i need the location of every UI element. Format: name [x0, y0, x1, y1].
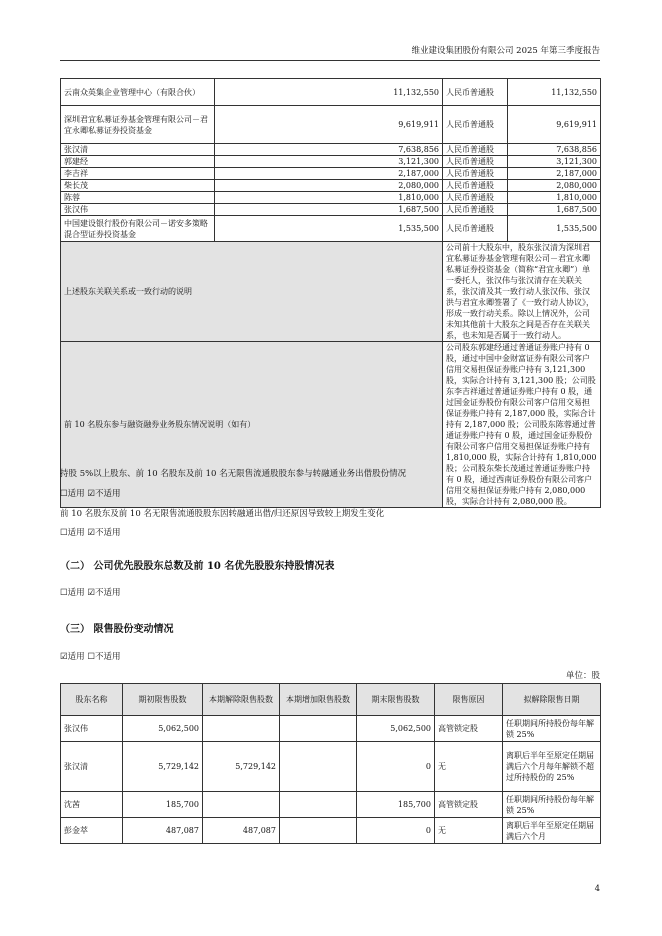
shareholder-name: 郭建经: [61, 156, 215, 168]
shareholder-name: 张汉伟: [61, 204, 215, 216]
end-restricted: 5,062,500: [357, 716, 435, 742]
table-row: [61, 106, 601, 144]
table-row: [61, 216, 601, 242]
share-type: 人民币普通股: [443, 144, 508, 156]
shareholder-name: 深圳君宜私募证券基金管理有限公司－君宜永卿私募证券投资基金: [61, 106, 215, 144]
table-row: [61, 180, 601, 192]
added: [280, 742, 357, 792]
restriction-reason: 高管锁定股: [435, 792, 503, 818]
table-row: [61, 156, 601, 168]
relation-text: 公司前十大股东中，股东张汉清为深圳君宜私募证券基金管理有限公司－君宜永卿私募证券投资基金（简称“君宜永卿”）单一委托人，张汉伟与张汉清存在关联关系，张汉清及其一致行动人张汉伟、张汉洪与君宜永卿签署了《一致行动人协议》，形成一致行动关系。除以上情况外，公司未知其他前十大股东之间是否存在关联关系，也未知是否属于一致行动人。: [443, 242, 601, 342]
share-count: 9,619,911: [508, 106, 601, 144]
shareholder-name: 云南众英集企业管理中心（有限合伙）: [61, 79, 215, 106]
share-count: 1,535,500: [508, 216, 601, 242]
end-restricted: 0: [357, 818, 435, 844]
shares-held: 1,535,500: [215, 216, 443, 242]
end-restricted: 185,700: [357, 792, 435, 818]
column-header: 股东名称: [61, 684, 123, 716]
share-count: 3,121,300: [508, 156, 601, 168]
table-row: [61, 204, 601, 216]
column-header: 限售原因: [435, 684, 503, 716]
begin-restricted: 185,700: [123, 792, 203, 818]
column-header: 本期增加限售股数: [280, 684, 357, 716]
shares-held: 3,121,300: [215, 156, 443, 168]
column-header: 期初限售股数: [123, 684, 203, 716]
added: [280, 792, 357, 818]
added: [280, 818, 357, 844]
release-date: 任职期间所持股份每年解锁 25%: [503, 792, 601, 818]
share-type: 人民币普通股: [443, 106, 508, 144]
table-row: [61, 168, 601, 180]
section3-applicability: ☑适用 ☐不适用: [60, 652, 121, 662]
holder-name: 沈茜: [61, 792, 123, 818]
table-row: [61, 192, 601, 204]
table-row: [61, 742, 601, 792]
added: [280, 716, 357, 742]
released: 5,729,142: [203, 742, 280, 792]
lending-note-applicability: ☐适用 ☑不适用: [60, 489, 121, 499]
end-restricted: 0: [357, 742, 435, 792]
unit-label: 单位：股: [565, 671, 600, 681]
section2-applicability: ☐适用 ☑不适用: [60, 588, 121, 598]
shares-held: 1,810,000: [215, 192, 443, 204]
share-count: 2,187,000: [508, 168, 601, 180]
shares-held: 11,132,550: [215, 79, 443, 106]
share-type: 人民币普通股: [443, 204, 508, 216]
top-shareholders-table: [60, 78, 601, 508]
page-number: 4: [594, 884, 600, 894]
shareholder-name: 陈蓉: [61, 192, 215, 204]
holder-name: 张汉伟: [61, 716, 123, 742]
share-type: 人民币普通股: [443, 168, 508, 180]
holder-name: 张汉清: [61, 742, 123, 792]
page-header: 维业建设集团股份有限公司 2025 年第三季度报告: [60, 44, 600, 61]
share-type: 人民币普通股: [443, 79, 508, 106]
change-note-applicability: ☐适用 ☑不适用: [60, 528, 121, 538]
column-header: 拟解除限售日期: [503, 684, 601, 716]
table-row: [61, 818, 601, 844]
shares-held: 9,619,911: [215, 106, 443, 144]
shares-held: 2,187,000: [215, 168, 443, 180]
share-count: 1,687,500: [508, 204, 601, 216]
shareholder-name: 中国建设银行股份有限公司－诺安多策略混合型证券投资基金: [61, 216, 215, 242]
shareholder-name: 张汉清: [61, 144, 215, 156]
restriction-reason: 无: [435, 818, 503, 844]
share-type: 人民币普通股: [443, 156, 508, 168]
section-title-restricted-shares: （三） 限售股份变动情况: [60, 624, 174, 635]
margin-text: 公司股东郭建经通过普通证券账户持有 0 股，通过中国中金财富证券有限公司客户信用交易担保证券账户持有 3,121,300 股，实际合计持有 3,121,300 股；公司股东李吉祥通过普通证券账户持有 0 股，通过国金证券股份有限公司客户信用交易担保证券账户持有 2,187,000 股，实际合计持有 2,187,000 股；公司股东陈蓉通过普通证券账户持有 0 股，通过国金证券股份有限公司客户信用交易担保证券账户持有 1,810,000 股，实际合计持有 1,810,000 股；公司股东柴长茂通过普通证券账户持有 0 股，通过西南证券股份有限公司客户信用交易担保证券账户持有 2,080,000 股，实际合计持有 2,080,000 股。: [443, 342, 601, 508]
column-header: 期末限售股数: [357, 684, 435, 716]
begin-restricted: 487,087: [123, 818, 203, 844]
margin-label: 前 10 名股东参与融资融券业务股东情况说明（如有）: [61, 342, 443, 508]
column-header: 本期解除限售股数: [203, 684, 280, 716]
table-row: [61, 242, 601, 342]
release-date: 离职后半年至原定任期届满后六个月: [503, 818, 601, 844]
begin-restricted: 5,729,142: [123, 742, 203, 792]
share-type: 人民币普通股: [443, 180, 508, 192]
table-row: [61, 144, 601, 156]
section-title-preferred-shares: （二） 公司优先股股东总数及前 10 名优先股股东持股情况表: [60, 561, 335, 572]
released: [203, 792, 280, 818]
shareholder-name: 柴长茂: [61, 180, 215, 192]
share-type: 人民币普通股: [443, 216, 508, 242]
release-date: 任职期间所持股份每年解锁 25%: [503, 716, 601, 742]
shareholder-name: 李吉祥: [61, 168, 215, 180]
relation-label: 上述股东关联关系或一致行动的说明: [61, 242, 443, 342]
share-type: 人民币普通股: [443, 192, 508, 204]
released: 487,087: [203, 818, 280, 844]
table-row: [61, 342, 601, 508]
release-date: 离职后半年至原定任期届满后六个月每年解锁不超过所持股份的 25%: [503, 742, 601, 792]
shares-held: 2,080,000: [215, 180, 443, 192]
shares-held: 7,638,856: [215, 144, 443, 156]
restriction-reason: 无: [435, 742, 503, 792]
table-row: [61, 716, 601, 742]
restricted-shares-table: [60, 683, 601, 844]
restriction-reason: 高管锁定股: [435, 716, 503, 742]
share-count: 1,810,000: [508, 192, 601, 204]
begin-restricted: 5,062,500: [123, 716, 203, 742]
share-count: 7,638,856: [508, 144, 601, 156]
table-row: [61, 792, 601, 818]
shares-held: 1,687,500: [215, 204, 443, 216]
share-count: 2,080,000: [508, 180, 601, 192]
holder-name: 彭金萃: [61, 818, 123, 844]
table-row: [61, 79, 601, 106]
share-count: 11,132,550: [508, 79, 601, 106]
released: [203, 716, 280, 742]
table-header-row: [61, 684, 601, 716]
lending-note: 持股 5%以上股东、前 10 名股东及前 10 名无限售流通股股东参与转融通业务出借股份情况: [60, 469, 407, 479]
change-note: 前 10 名股东及前 10 名无限售流通股股东因转融通出借/归还原因导致较上期发生变化: [60, 509, 385, 519]
